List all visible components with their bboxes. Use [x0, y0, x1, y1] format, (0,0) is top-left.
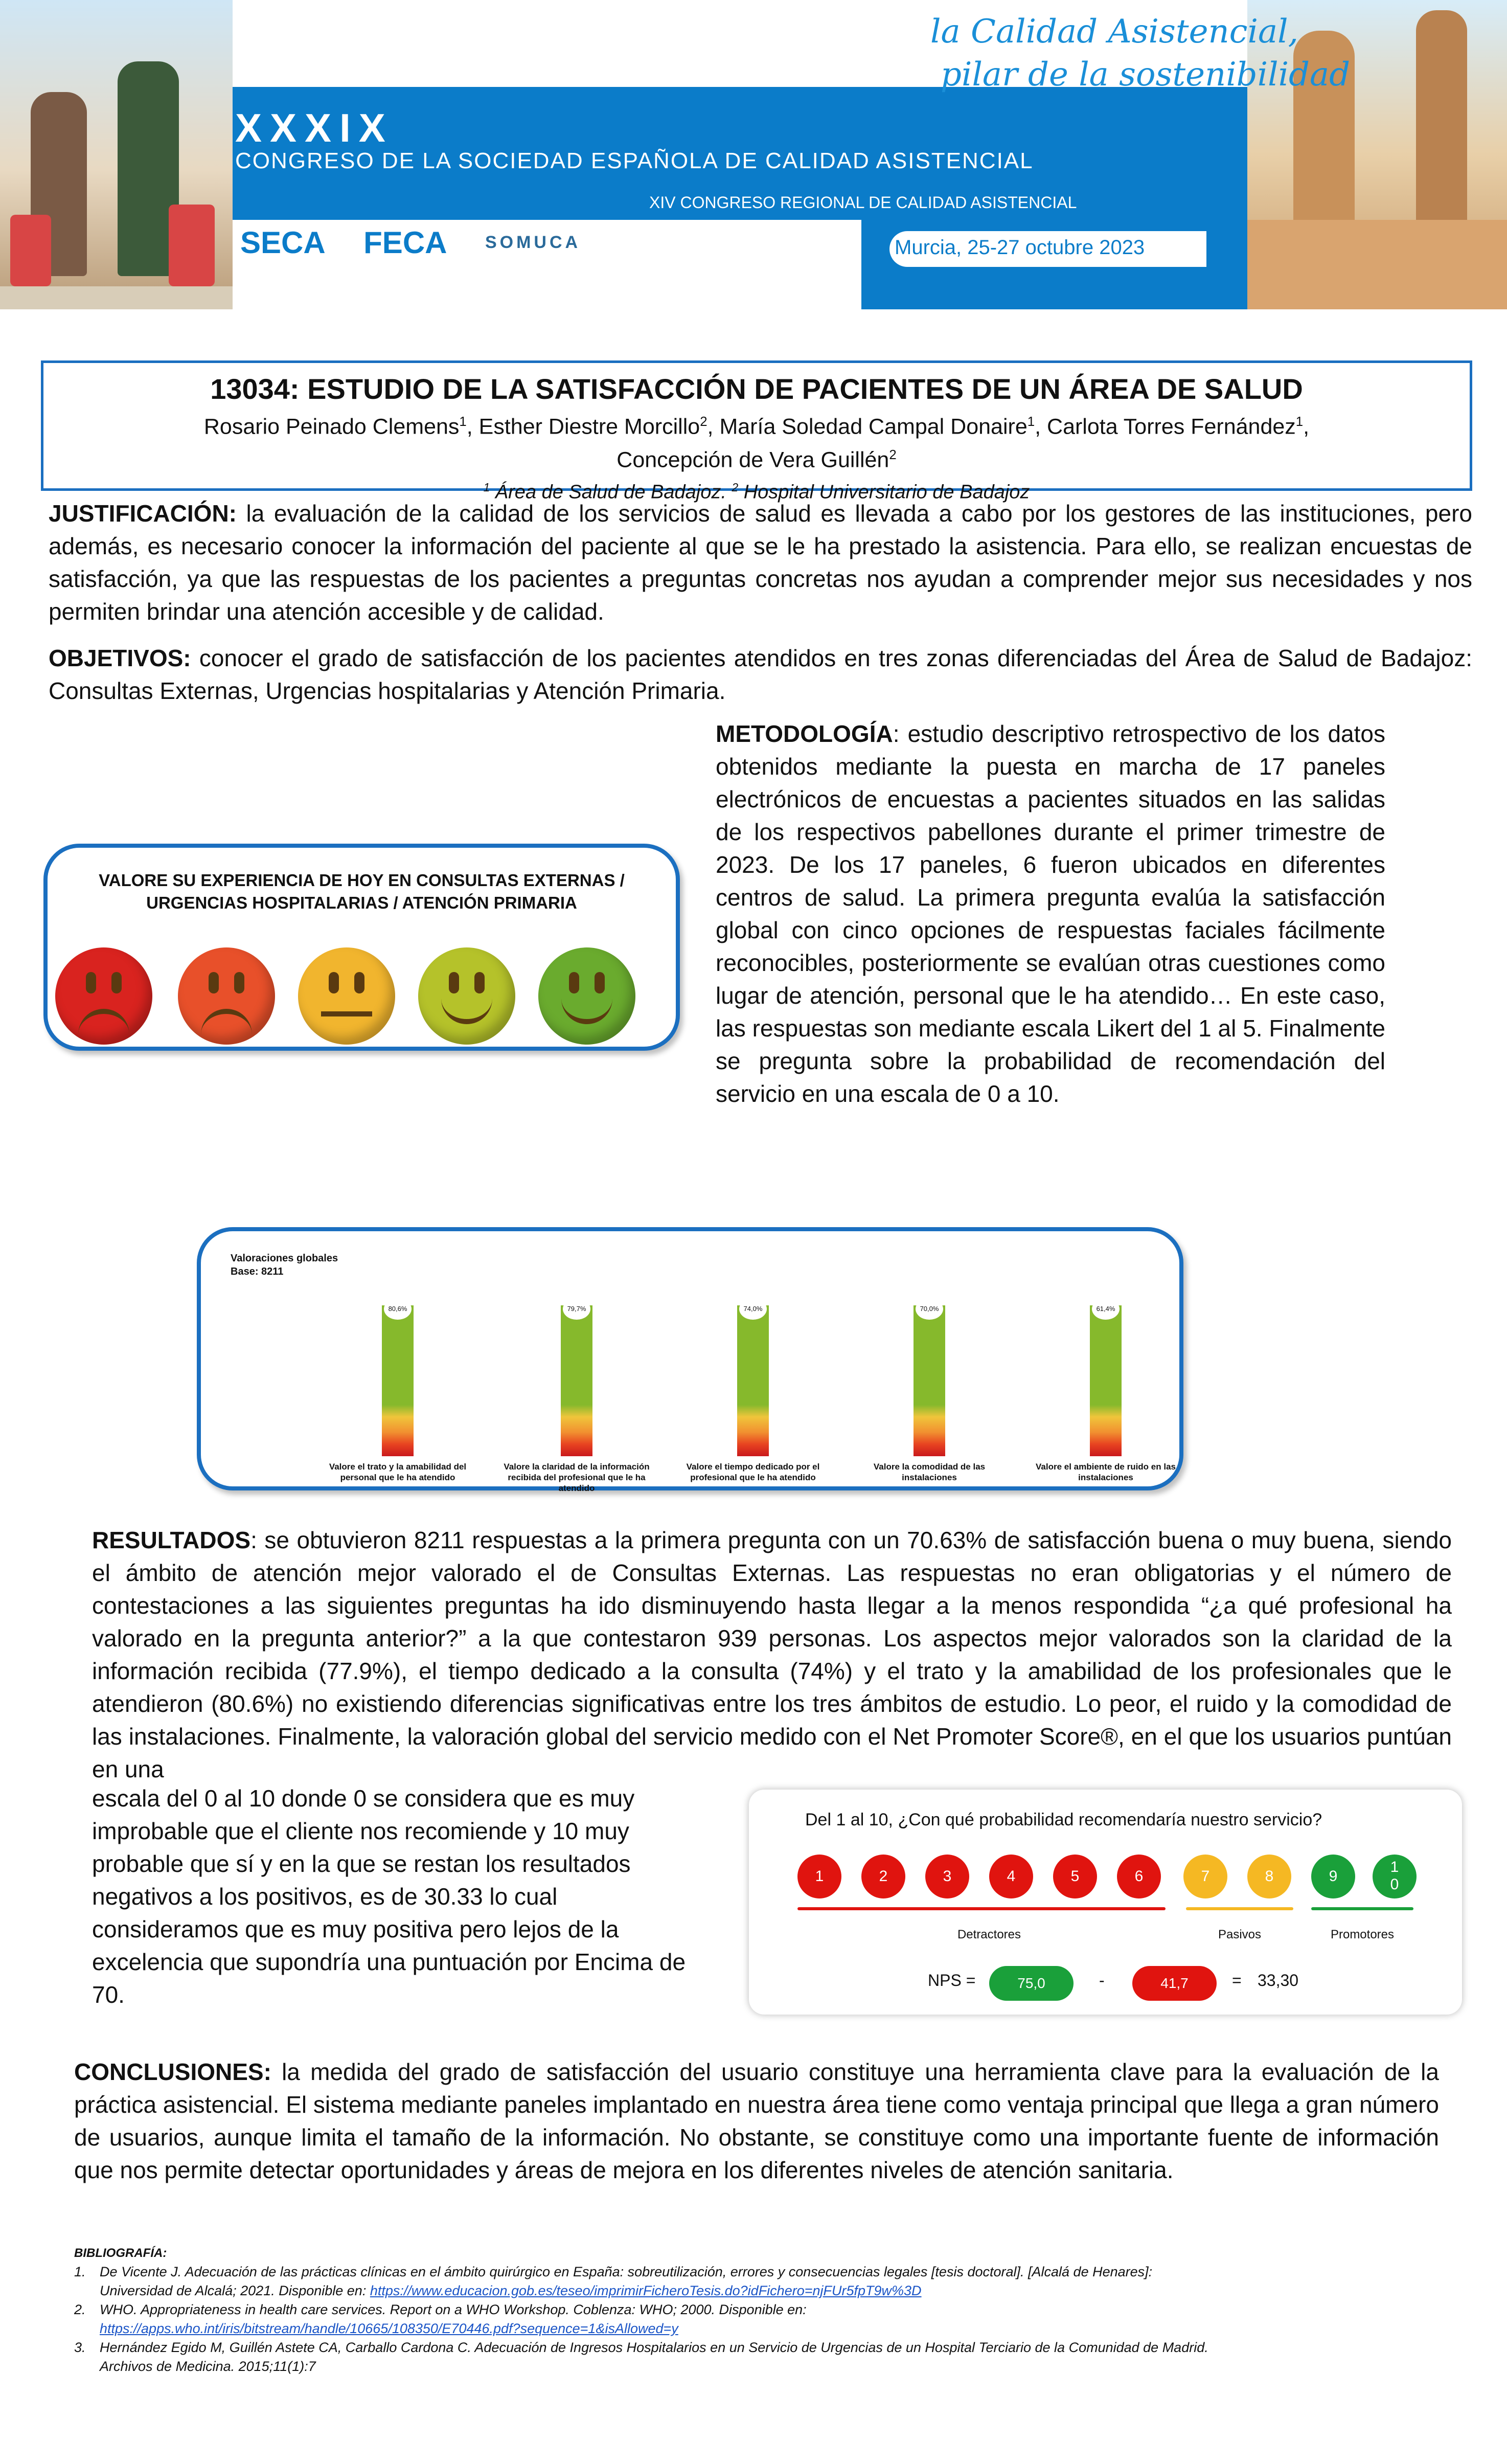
- satisfaction-survey-panel: [43, 844, 680, 1051]
- objetivos-section: [49, 642, 1472, 707]
- section-text: conocer el grado de satisfacción de los pacientes atendidos en tres zonas diferenciadas del Área de Salud de Badajoz: Consultas Externas, Urgencias hospitalarias y Atención Primaria.: [49, 645, 1472, 704]
- face-eye: [329, 972, 339, 993]
- author-affiliation-mark: 1: [459, 415, 467, 429]
- bar-column: [1090, 1305, 1122, 1456]
- nps-equals-sign: =: [1232, 1971, 1242, 1990]
- promoters-label: Promotores: [1330, 1928, 1395, 1941]
- survey-question: [48, 869, 676, 914]
- bar: [914, 1305, 945, 1456]
- section-text: : se obtuvieron 8211 respuestas a la primera pregunta con un 70.63% de satisfacción buena o muy buena, siendo el ámbito de atención mejor valorado el de Consultas Externas. Las respuestas no eran obligatorias y el número de contestaciones a las siguientes preguntas ha ido disminuyendo hasta llegar a la menos respondida “¿a qué profesional ha valorado en la pregunta anterior?” a la que contestaron 939 personas. Los aspectos mejor valorados son la claridad de la información recibida (77.9%), el tiempo dedicado a la consulta (74%) y el trato y la amabilidad de los profesionales que le atendieron (80.6%) no existiendo diferencias significativas entre los tres ámbitos de estudio. Lo peor, el ruido y la comodidad de las instalaciones. Finalmente, la valoración global del servicio medido con el Net Promoter Score®, en el que los usuarios puntúan en una: [92, 1527, 1452, 1782]
- street: [0, 286, 233, 309]
- face-eye: [86, 972, 96, 993]
- face-eye: [474, 972, 485, 993]
- congress-date: Murcia, 25-27 octubre 2023: [895, 236, 1145, 259]
- reference-3-cont: [74, 2357, 1454, 2376]
- author-affiliation-mark: 2: [889, 448, 897, 463]
- face-eye: [234, 972, 244, 993]
- affiliation-text: Hospital Universitario de Badajoz: [738, 481, 1030, 503]
- bar-category-label: Valore la claridad de la información recibida del profesional que le ha atendido: [504, 1462, 650, 1493]
- resultados-section: [92, 1524, 1452, 1785]
- detractors-bracket: [797, 1907, 1166, 1910]
- title-box: [41, 360, 1472, 503]
- reference-number: 3.: [74, 2340, 86, 2355]
- bar: [561, 1305, 592, 1456]
- section-label: METODOLOGÍA: [716, 720, 893, 747]
- chart-title-block: [231, 1252, 338, 1278]
- reference-1: [74, 2263, 1454, 2281]
- congress-banner: [0, 0, 1507, 309]
- bar-value-label: 61,4%: [1092, 1298, 1120, 1320]
- face-eye: [569, 972, 579, 993]
- reference-link[interactable]: https://www.educacion.gob.es/teseo/imprimirFicheroTesis.do?idFichero=njFUr5fpT9w%3D: [370, 2283, 922, 2298]
- sponsor-logos: [240, 225, 616, 281]
- bibliography-heading: BIBLIOGRAFÍA:: [74, 2246, 167, 2260]
- nps-score-option[interactable]: 4: [989, 1855, 1033, 1898]
- reference-text: Archivos de Medicina. 2015;11(1):7: [100, 2359, 316, 2374]
- section-label: RESULTADOS: [92, 1527, 251, 1553]
- reference-3: [74, 2338, 1454, 2357]
- very-happy-face-icon[interactable]: [538, 947, 635, 1045]
- bar-value-label: 80,6%: [384, 1298, 412, 1320]
- reference-text: De Vicente J. Adecuación de las prácticas clínicas en el ámbito quirúrgico en España: sobreutilización, errores y consecuencias legales [tesis doctoral]. [Alcalá de Henares]:: [100, 2264, 1153, 2279]
- chart-subtitle: Base: 8211: [231, 1266, 284, 1277]
- somuca-logo: SOMUCA: [485, 233, 581, 252]
- nps-score-option[interactable]: 8: [1247, 1855, 1291, 1898]
- bar-value-label: 74,0%: [739, 1298, 767, 1320]
- nps-promoters-value: 75,0: [989, 1966, 1074, 2001]
- author-separator: ,: [1303, 414, 1310, 439]
- congress-slogan: [930, 10, 1350, 96]
- global-ratings-chart: [197, 1227, 1183, 1493]
- bar-column: [382, 1305, 414, 1456]
- slogan-line: pilar de la sostenibilidad: [941, 56, 1351, 94]
- poster-title: 13034: ESTUDIO DE LA SATISFACCIÓN DE PACIENTES DE UN ÁREA DE SALUD: [210, 373, 1303, 405]
- nps-formula-label: NPS =: [928, 1971, 976, 1990]
- section-text: la evaluación de la calidad de los servicios de salud es llevada a cabo por los gestores de las instituciones, pero además, es necesario conocer la información del paciente al que se le ha prestado la asistencia. Para ello, se realizan encuestas de satisfacción, ya que las respuestas de los pacientes a preguntas concretas nos ayudan a comprender mejor sus necesidades y nos permiten brindar una atención accesible y de calidad.: [49, 500, 1472, 625]
- nps-question: Del 1 al 10, ¿Con qué probabilidad recomendaría nuestro servicio?: [805, 1810, 1322, 1829]
- congress-title: CONGRESO DE LA SOCIEDAD ESPAÑOLA DE CALIDAD ASISTENCIAL: [235, 148, 1034, 173]
- face-mouth: [321, 1011, 372, 1016]
- reference-text: WHO. Appropriateness in health care services. Report on a WHO Workshop. Coblenza: WHO; 2000. Disponible en:: [100, 2302, 807, 2317]
- nps-minus-sign: -: [1099, 1971, 1105, 1990]
- reference-link[interactable]: https://apps.who.int/iris/bitstream/handle/10665/108350/E70446.pdf?sequence=1&isAllowed=y: [100, 2321, 678, 2336]
- author-name: , Carlota Torres Fernández: [1035, 414, 1296, 439]
- slogan-line: la Calidad Asistencial,: [930, 13, 1298, 51]
- affiliation-mark: 1: [483, 480, 490, 494]
- reference-text: Hernández Egido M, Guillén Astete CA, Carballo Cardona C. Adecuación de Ingresos Hospitalarios en un Servicio de Urgencias de un Hospital Terciario de la Comunidad de Madrid.: [100, 2340, 1208, 2355]
- author-affiliation-mark: 1: [1027, 415, 1035, 429]
- face-mouth: [78, 1009, 129, 1034]
- author-name: , María Soledad Campal Donaire: [707, 414, 1028, 439]
- passives-bracket: [1186, 1907, 1293, 1910]
- face-eye: [354, 972, 364, 993]
- nps-score-option[interactable]: 5: [1053, 1855, 1097, 1898]
- author-name: , Esther Diestre Morcillo: [466, 414, 700, 439]
- author-affiliation-mark: 1: [1295, 415, 1304, 429]
- seca-logo: SECA: [240, 225, 326, 260]
- nps-detractors-value: 41,7: [1132, 1966, 1217, 2001]
- reference-number: 2.: [74, 2302, 86, 2317]
- authors-line: [43, 408, 1470, 441]
- nps-score-option[interactable]: 1: [797, 1855, 841, 1898]
- very-unhappy-face-icon[interactable]: [55, 947, 152, 1045]
- bar: [737, 1305, 769, 1456]
- nps-score-option[interactable]: 6: [1117, 1855, 1161, 1898]
- authors-line: [43, 441, 1470, 474]
- survey-question-line: VALORE SU EXPERIENCIA DE HOY EN CONSULTAS EXTERNAS /: [99, 871, 625, 890]
- survey-question-line: URGENCIAS HOSPITALARIAS / ATENCIÓN PRIMARIA: [146, 893, 577, 912]
- author-name: Rosario Peinado Clemens: [203, 414, 460, 439]
- neutral-face-icon[interactable]: [298, 947, 395, 1045]
- reference-number: 1.: [74, 2264, 86, 2279]
- bar: [1090, 1305, 1122, 1456]
- reference-text: Universidad de Alcalá; 2021. Disponible en:: [100, 2283, 370, 2298]
- author-affiliation-mark: 2: [700, 415, 707, 429]
- feca-logo: FECA: [363, 225, 447, 260]
- suitcase-icon: [10, 215, 51, 286]
- bar-category-label: Valore la comodidad de las instalaciones: [873, 1462, 986, 1482]
- bar-column: [561, 1305, 592, 1456]
- chart-title: Valoraciones globales: [231, 1253, 338, 1264]
- section-text: : estudio descriptivo retrospectivo de los datos obtenidos mediante la puesta en marcha de 17 paneles electrónicos de encuestas a pacientes situados en las salidas de los respectivos pabellones durante el primer trimestre de 2023. De los 17 paneles, 6 fueron ubicados en diferentes centros de salud. La primera pregunta evalúa la satisfacción global con cinco opciones de respuestas faciales fácilmente reconocibles, posteriormente se evalúan otras cuestiones como lugar de atención, personal que le ha atendido… En este caso, las respuestas son mediante escala Likert del 1 al 5. Finalmente se pregunta sobre la probabilidad de recomendación del servicio en una escala de 0 a 10.: [716, 720, 1385, 1107]
- bar-category-label: Valore el ambiente de ruido en las instalaciones: [1036, 1462, 1176, 1482]
- promoters-bracket: [1311, 1907, 1413, 1910]
- resultados-continuation: [92, 1782, 705, 2011]
- banner-illustration-left: [0, 0, 233, 309]
- affiliation-text: Área de Salud de Badajoz.: [490, 481, 732, 503]
- section-label: OBJETIVOS:: [49, 645, 191, 671]
- nps-score-option[interactable]: 2: [861, 1855, 905, 1898]
- reference-2-cont: [74, 2319, 1454, 2338]
- section-text: escala del 0 al 10 donde 0 se considera que es muy improbable que el cliente nos recomiende y 10 muy probable que sí y en la que se restan los resultados negativos a los positivos, es de 30.33 lo cual consideramos que es muy positiva pero lejos de la excelencia que supondría una puntuación por Encima de 70.: [92, 1785, 686, 2008]
- face-eye: [449, 972, 459, 993]
- face-mouth: [441, 996, 492, 1024]
- section-label: CONCLUSIONES:: [74, 2059, 271, 2085]
- bibliography: [74, 2244, 1454, 2376]
- bar-value-label: 79,7%: [563, 1298, 590, 1320]
- suitcase-icon: [169, 205, 215, 286]
- nps-score-option[interactable]: 7: [1183, 1855, 1227, 1898]
- nps-score-option[interactable]: 3: [925, 1855, 969, 1898]
- detractors-label: Detractores: [957, 1928, 1021, 1941]
- bar-category-label: Valore el trato y la amabilidad del personal que le ha atendido: [329, 1462, 467, 1482]
- face-mouth: [561, 996, 612, 1024]
- face-eye: [111, 972, 122, 993]
- nps-result: 33,30: [1258, 1971, 1299, 1990]
- nps-score-option[interactable]: 9: [1311, 1855, 1355, 1898]
- bar-category-label: Valore el tiempo dedicado por el profesional que le ha atendido: [686, 1462, 820, 1482]
- bar: [382, 1305, 414, 1456]
- passives-label: Pasivos: [1218, 1928, 1262, 1941]
- happy-face-icon[interactable]: [418, 947, 515, 1045]
- affiliation-mark: 2: [732, 480, 739, 494]
- buildings: [1247, 220, 1507, 309]
- face-eye: [209, 972, 219, 993]
- nps-panel: [749, 1790, 1462, 2015]
- metodologia-section: [716, 717, 1385, 1110]
- reference-2: [74, 2300, 1454, 2319]
- congress-subtitle: XIV CONGRESO REGIONAL DE CALIDAD ASISTENCIAL: [649, 193, 1077, 212]
- face-mouth: [201, 1009, 252, 1034]
- congress-number: XXXIX: [235, 105, 394, 150]
- bar-value-label: 70,0%: [916, 1298, 943, 1320]
- section-text: la medida del grado de satisfacción del usuario constituye una herramienta clave para la evaluación de la práctica asistencial. El sistema mediante paneles implantado en nuestra área tiene como ventaja principal que llega a gran número de usuarios, aunque limita el tamaño de la información. No obstante, se constituye como una importante fuente de información que nos permite detectar oportunidades y áreas de mejora en los diferentes niveles de atención sanitaria.: [74, 2059, 1439, 2183]
- reference-1-cont: [74, 2281, 1454, 2300]
- conclusiones-section: [74, 2055, 1439, 2186]
- bar-column: [914, 1305, 945, 1456]
- face-eye: [595, 972, 605, 993]
- nps-score-option[interactable]: 1 0: [1373, 1855, 1417, 1898]
- bar-column: [737, 1305, 769, 1456]
- section-label: JUSTIFICACIÓN:: [49, 500, 237, 527]
- justificacion-section: [49, 497, 1472, 628]
- author-name: Concepción de Vera Guillén: [616, 447, 889, 472]
- unhappy-face-icon[interactable]: [178, 947, 275, 1045]
